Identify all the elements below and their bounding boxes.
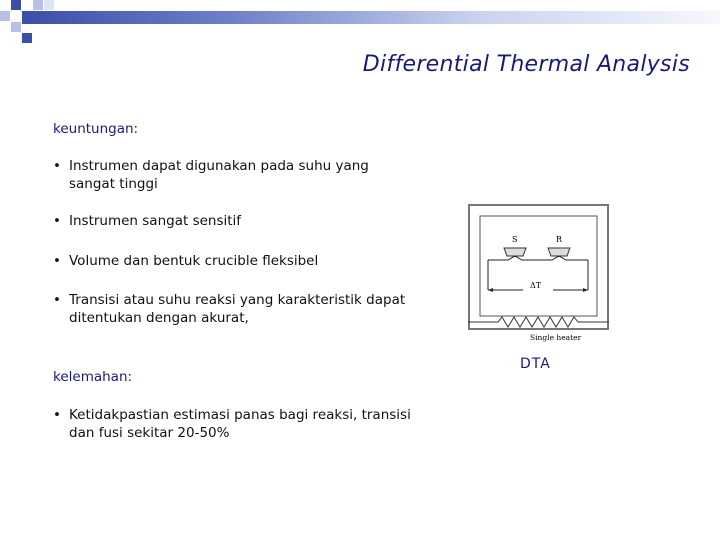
- disadvantage-item: [53, 406, 413, 442]
- slide-title: Differential Thermal Analysis: [362, 52, 690, 77]
- furnace-inner: [480, 216, 597, 316]
- bullet-dot: •: [53, 213, 61, 229]
- advantage-text: Volume dan bentuk crucible fleksibel: [69, 253, 319, 269]
- advantage-text: Instrumen sangat sensitif: [69, 213, 242, 229]
- delta-t-label: ΔT: [530, 281, 542, 290]
- corner-decoration: [0, 0, 60, 48]
- sample-crucible: [504, 248, 526, 256]
- advantage-item: [53, 212, 413, 230]
- arrowhead-right: [583, 288, 588, 292]
- advantage-item: [53, 252, 413, 270]
- disadvantage-text: Ketidakpastian estimasi panas bagi reaksi, transisi dan fusi sekitar 20-50%: [69, 407, 411, 441]
- corner-square: [11, 0, 21, 10]
- advantage-item: [53, 157, 413, 193]
- corner-square: [44, 0, 54, 10]
- advantage-item: [53, 291, 413, 327]
- advantages-label: keuntungan:: [53, 121, 139, 137]
- heater-coil: [468, 317, 609, 327]
- corner-square: [11, 22, 21, 32]
- furnace-frame: [469, 205, 608, 329]
- bullet-dot: •: [53, 158, 61, 174]
- heater-label: Single heater: [530, 333, 582, 342]
- advantage-text: Instrumen dapat digunakan pada suhu yang sangat tinggi: [69, 158, 369, 192]
- corner-square: [33, 0, 43, 10]
- dta-schematic: [468, 204, 609, 344]
- header-bar: [22, 11, 720, 24]
- corner-square: [0, 11, 10, 21]
- corner-square: [22, 33, 32, 43]
- label-s: S: [512, 235, 518, 244]
- label-r: R: [556, 235, 563, 244]
- arrowhead-left: [488, 288, 493, 292]
- advantage-text: Transisi atau suhu reaksi yang karakteristik dapat ditentukan dengan akurat,: [69, 292, 406, 326]
- disadvantages-label: kelemahan:: [53, 369, 133, 385]
- figure-caption: DTA: [520, 356, 551, 372]
- reference-crucible: [548, 248, 570, 256]
- bullet-dot: •: [53, 407, 61, 423]
- bullet-dot: •: [53, 292, 61, 308]
- thermocouple-wire: [488, 256, 588, 260]
- bullet-dot: •: [53, 253, 61, 269]
